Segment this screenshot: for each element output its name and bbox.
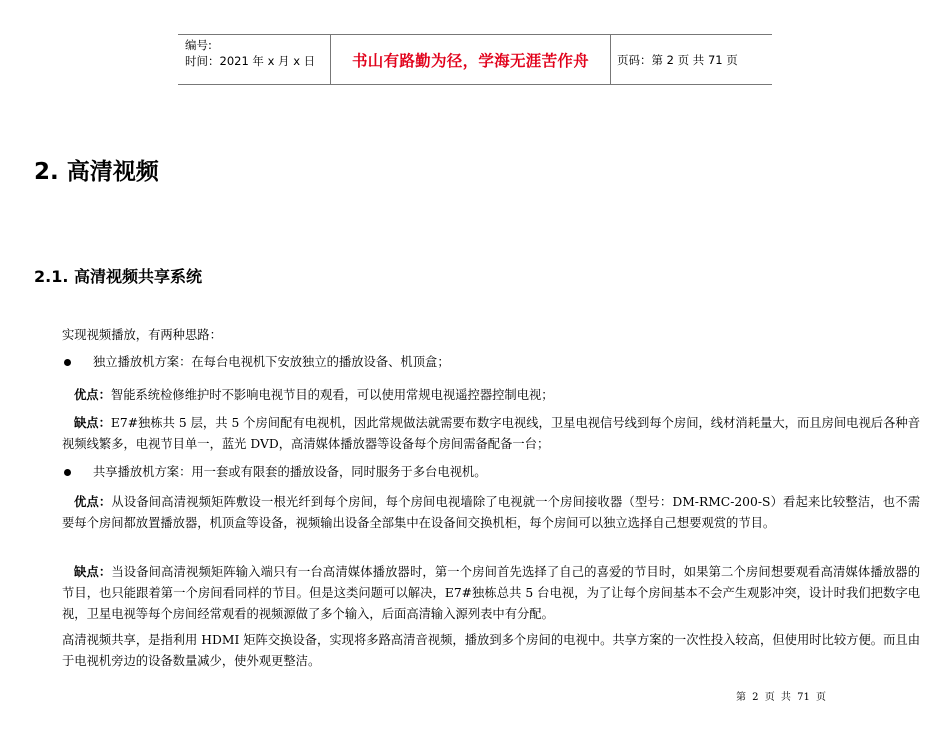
bullet-item-2: 共享播放机方案：用一套或有限套的播放设备，同时服务于多台电视机。 [93, 465, 487, 479]
header-page-cell [611, 35, 772, 84]
document-number-label: 编号: [185, 38, 212, 52]
header-table [178, 34, 772, 85]
con-paragraph-1 [62, 412, 920, 455]
pro-label-1: 优点： [74, 387, 111, 402]
pro-paragraph-2 [62, 491, 920, 534]
header-page-info: 页码：第 2 页 共 71 页 [617, 52, 738, 67]
con-text-2: 当设备间高清视频矩阵输入端只有一台高清媒体播放器时，第一个房间首先选择了自己的喜爱的节目时，如果第二个房间想要观看高清媒体播放器的节目，也只能跟着第一个房间看同样的节目。但是这类问题可以解决，E7#独栋总共 5 台电视，为了让每个房间基本不会产生观影冲突，设计时我们把数字电视，卫星电视等每个房间经常观看的视频源做了多个输入，后面高清输入源列表中有分配。 [62, 565, 920, 621]
bullet-item-1: 独立播放机方案：在每台电视机下安放独立的播放设备、机顶盒； [93, 355, 450, 369]
header-left-cell [178, 35, 330, 84]
con-label-2: 缺点： [74, 564, 112, 579]
bullet-dot-2 [64, 469, 71, 476]
header-motto-cell [330, 35, 611, 84]
con-text-1: E7#独栋共 5 层，共 5 个房间配有电视机，因此常规做法就需要布数字电视线，卫星电视信号线到每个房间，线材消耗量大，而且房间电视后各种音视频线繁多，电视节目单一，蓝光 DVD，高清媒体播放器等设备每个房间需备配备一台； [62, 416, 920, 451]
header-motto: 书山有路勤为径，学海无涯苦作舟 [351, 51, 589, 70]
pro-text-2: 从设备间高清视频矩阵敷设一根光纤到每个房间，每个房间电视墙除了电视就一个房间接收器（型号：DM-RMC-200-S）看起来比较整洁，也不需要每个房间都放置播放器，机顶盒等设备，视频输出设备全部集中在设备间交换机柜，每个房间可以独立选择自己想要观赏的节目。 [62, 495, 920, 530]
bullet-dot-1 [64, 359, 71, 366]
intro-paragraph: 实现视频播放，有两种思路： [62, 328, 222, 342]
page-footer: 第 2 页 共 71 页 [736, 692, 826, 703]
pro-paragraph-1 [74, 384, 554, 406]
con-label-1: 缺点： [74, 415, 111, 430]
section-title: 2. 高清视频 [34, 159, 159, 185]
pro-label-2: 优点： [74, 494, 112, 509]
con-paragraph-2 [62, 561, 920, 625]
pro-text-1: 智能系统检修维护时不影响电视节目的观看，可以使用常规电视遥控器控制电视； [110, 388, 554, 402]
subsection-title: 2.1. 高清视频共享系统 [34, 267, 202, 286]
summary-paragraph: 高清视频共享，是指利用 HDMI 矩阵交换设备，实现将多路高清音视频，播放到多个房间的电视中。共享方案的一次性投入较高，但使用时比较方便。而且由于电视机旁边的设备数量减少，使外观更整洁。 [62, 633, 920, 668]
document-time: 时间：2021 年 x 月 x 日 [185, 54, 316, 68]
